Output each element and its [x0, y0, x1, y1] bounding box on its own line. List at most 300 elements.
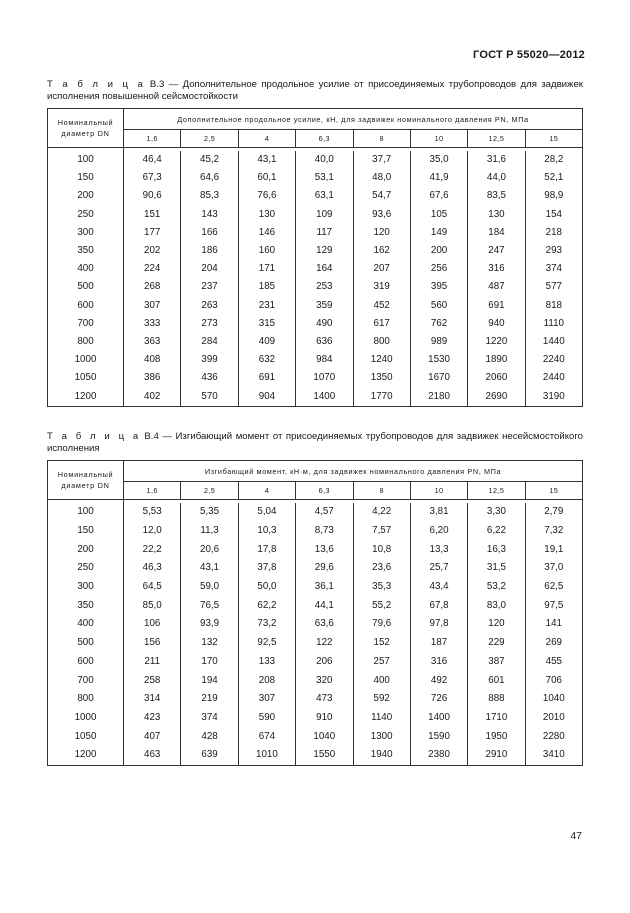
value-cell: 29,6	[296, 559, 353, 578]
value-cell: 463	[124, 746, 181, 765]
table-row	[48, 169, 583, 187]
value-cell: 490	[296, 315, 353, 333]
value-cell: 386	[124, 369, 181, 387]
value-cell: 23,6	[353, 559, 410, 578]
value-cell: 2060	[468, 369, 525, 387]
pressure-header-cell: 12,5	[468, 130, 525, 148]
dn-cell: 100	[48, 151, 124, 169]
value-cell: 218	[525, 224, 582, 242]
value-cell: 208	[238, 671, 295, 690]
table-row	[48, 206, 583, 224]
value-cell: 120	[468, 615, 525, 634]
dn-cell: 200	[48, 540, 124, 559]
value-cell: 256	[410, 260, 467, 278]
value-cell: 185	[238, 278, 295, 296]
value-cell: 106	[124, 615, 181, 634]
table-row	[48, 727, 583, 746]
moment-header: Изгибающий момент, кН·м, для задвижек номинального давления PN, МПа	[124, 461, 583, 482]
value-cell: 1040	[296, 727, 353, 746]
value-cell: 54,7	[353, 187, 410, 205]
value-cell: 268	[124, 278, 181, 296]
value-cell: 120	[353, 224, 410, 242]
value-cell: 1140	[353, 709, 410, 728]
table-row	[48, 242, 583, 260]
value-cell: 1010	[238, 746, 295, 765]
value-cell: 85,0	[124, 596, 181, 615]
value-cell: 910	[296, 709, 353, 728]
dn-column-header	[48, 461, 124, 500]
value-cell: 149	[410, 224, 467, 242]
table-row	[48, 615, 583, 634]
value-cell: 43,1	[238, 151, 295, 169]
pressure-header-cell: 4	[238, 482, 295, 500]
value-cell: 3,81	[410, 503, 467, 522]
value-cell: 59,0	[181, 578, 238, 597]
table-row	[48, 690, 583, 709]
value-cell: 1710	[468, 709, 525, 728]
value-cell: 590	[238, 709, 295, 728]
value-cell: 200	[410, 242, 467, 260]
value-cell: 160	[238, 242, 295, 260]
pressure-header-cell: 12,5	[468, 482, 525, 500]
dn-column-header	[48, 109, 124, 148]
value-cell: 691	[238, 369, 295, 387]
value-cell: 473	[296, 690, 353, 709]
dn-cell: 150	[48, 522, 124, 541]
value-cell: 452	[353, 297, 410, 315]
value-cell: 320	[296, 671, 353, 690]
table-row	[48, 634, 583, 653]
table-row	[48, 333, 583, 351]
value-cell: 6,20	[410, 522, 467, 541]
value-cell: 1040	[525, 690, 582, 709]
value-cell: 44,0	[468, 169, 525, 187]
dn-cell: 400	[48, 615, 124, 634]
value-cell: 237	[181, 278, 238, 296]
value-cell: 5,35	[181, 503, 238, 522]
value-cell: 989	[410, 333, 467, 351]
value-cell: 592	[353, 690, 410, 709]
table-row	[48, 224, 583, 242]
value-cell: 171	[238, 260, 295, 278]
value-cell: 374	[181, 709, 238, 728]
value-cell: 726	[410, 690, 467, 709]
dn-cell: 1050	[48, 369, 124, 387]
value-cell: 186	[181, 242, 238, 260]
value-cell: 37,7	[353, 151, 410, 169]
value-cell: 1590	[410, 727, 467, 746]
value-cell: 2440	[525, 369, 582, 387]
value-cell: 408	[124, 351, 181, 369]
value-cell: 1220	[468, 333, 525, 351]
table-row	[48, 578, 583, 597]
table-row	[48, 746, 583, 765]
value-cell: 28,2	[525, 151, 582, 169]
value-cell: 7,57	[353, 522, 410, 541]
value-cell: 7,32	[525, 522, 582, 541]
table1-caption	[47, 79, 583, 102]
table-row	[48, 522, 583, 541]
value-cell: 691	[468, 297, 525, 315]
table-row	[48, 297, 583, 315]
value-cell: 170	[181, 653, 238, 672]
dn-cell: 800	[48, 690, 124, 709]
value-cell: 11,3	[181, 522, 238, 541]
value-cell: 204	[181, 260, 238, 278]
value-cell: 35,3	[353, 578, 410, 597]
dn-header-line2: диаметр DN	[61, 129, 110, 138]
value-cell: 43,4	[410, 578, 467, 597]
value-cell: 560	[410, 297, 467, 315]
value-cell: 50,0	[238, 578, 295, 597]
value-cell: 1400	[296, 387, 353, 406]
value-cell: 2240	[525, 351, 582, 369]
value-cell: 818	[525, 297, 582, 315]
value-cell: 2690	[468, 387, 525, 406]
dn-cell: 400	[48, 260, 124, 278]
value-cell: 93,9	[181, 615, 238, 634]
value-cell: 316	[410, 653, 467, 672]
value-cell: 3410	[525, 746, 582, 765]
value-cell: 2910	[468, 746, 525, 765]
value-cell: 10,3	[238, 522, 295, 541]
value-cell: 19,1	[525, 540, 582, 559]
value-cell: 16,3	[468, 540, 525, 559]
value-cell: 154	[525, 206, 582, 224]
value-cell: 177	[124, 224, 181, 242]
dn-cell: 600	[48, 653, 124, 672]
value-cell: 41,9	[410, 169, 467, 187]
dn-cell: 250	[48, 206, 124, 224]
value-cell: 407	[124, 727, 181, 746]
value-cell: 1770	[353, 387, 410, 406]
value-cell: 333	[124, 315, 181, 333]
value-cell: 1950	[468, 727, 525, 746]
value-cell: 25,7	[410, 559, 467, 578]
table2	[47, 460, 583, 766]
value-cell: 269	[525, 634, 582, 653]
value-cell: 202	[124, 242, 181, 260]
dn-header-line1: Номинальный	[57, 118, 114, 127]
value-cell: 2,79	[525, 503, 582, 522]
document-code: ГОСТ Р 55020—2012	[473, 49, 585, 61]
value-cell: 247	[468, 242, 525, 260]
value-cell: 187	[410, 634, 467, 653]
value-cell: 314	[124, 690, 181, 709]
value-cell: 31,6	[468, 151, 525, 169]
table-row	[48, 671, 583, 690]
table1-caption-label: Т а б л и ц а	[47, 79, 146, 90]
value-cell: 423	[124, 709, 181, 728]
pressure-header-row	[48, 130, 583, 148]
value-cell: 674	[238, 727, 295, 746]
dn-cell: 700	[48, 671, 124, 690]
value-cell: 132	[181, 634, 238, 653]
dn-cell: 800	[48, 333, 124, 351]
value-cell: 263	[181, 297, 238, 315]
value-cell: 97,8	[410, 615, 467, 634]
value-cell: 156	[124, 634, 181, 653]
value-cell: 133	[238, 653, 295, 672]
table-row	[48, 260, 583, 278]
value-cell: 76,5	[181, 596, 238, 615]
pressure-header-cell: 10	[410, 130, 467, 148]
table-row	[48, 503, 583, 522]
value-cell: 4,22	[353, 503, 410, 522]
value-cell: 1940	[353, 746, 410, 765]
value-cell: 92,5	[238, 634, 295, 653]
value-cell: 20,6	[181, 540, 238, 559]
dn-cell: 200	[48, 187, 124, 205]
value-cell: 1530	[410, 351, 467, 369]
table-row	[48, 278, 583, 296]
value-cell: 43,1	[181, 559, 238, 578]
value-cell: 117	[296, 224, 353, 242]
value-cell: 211	[124, 653, 181, 672]
value-cell: 904	[238, 387, 295, 406]
pressure-header-row	[48, 482, 583, 500]
table-row	[48, 653, 583, 672]
value-cell: 166	[181, 224, 238, 242]
value-cell: 109	[296, 206, 353, 224]
value-cell: 400	[353, 671, 410, 690]
value-cell: 37,0	[525, 559, 582, 578]
dn-cell: 350	[48, 596, 124, 615]
value-cell: 2180	[410, 387, 467, 406]
table2-caption-text: В.4 — Изгибающий момент от присоединяемых трубопроводов для задвижек несейсмостойкого исполнения	[47, 431, 583, 454]
value-cell: 224	[124, 260, 181, 278]
value-cell: 63,6	[296, 615, 353, 634]
dn-header-line2: диаметр DN	[61, 481, 110, 490]
page-number: 47	[570, 830, 582, 842]
dn-cell: 600	[48, 297, 124, 315]
table2-caption	[47, 431, 583, 454]
value-cell: 258	[124, 671, 181, 690]
value-cell: 55,2	[353, 596, 410, 615]
value-cell: 162	[353, 242, 410, 260]
value-cell: 492	[410, 671, 467, 690]
dn-cell: 250	[48, 559, 124, 578]
dn-cell: 1050	[48, 727, 124, 746]
value-cell: 639	[181, 746, 238, 765]
value-cell: 363	[124, 333, 181, 351]
value-cell: 984	[296, 351, 353, 369]
dn-cell: 1200	[48, 746, 124, 765]
value-cell: 5,04	[238, 503, 295, 522]
value-cell: 13,3	[410, 540, 467, 559]
value-cell: 53,2	[468, 578, 525, 597]
value-cell: 284	[181, 333, 238, 351]
value-cell: 1300	[353, 727, 410, 746]
value-cell: 3190	[525, 387, 582, 406]
value-cell: 79,6	[353, 615, 410, 634]
table2-caption-label: Т а б л и ц а	[47, 431, 141, 442]
value-cell: 143	[181, 206, 238, 224]
table-row	[48, 596, 583, 615]
pressure-header-cell: 10	[410, 482, 467, 500]
value-cell: 1440	[525, 333, 582, 351]
value-cell: 762	[410, 315, 467, 333]
pressure-header-cell: 8	[353, 130, 410, 148]
value-cell: 1070	[296, 369, 353, 387]
value-cell: 97,5	[525, 596, 582, 615]
value-cell: 85,3	[181, 187, 238, 205]
value-cell: 316	[468, 260, 525, 278]
pressure-header-cell: 4	[238, 130, 295, 148]
value-cell: 46,4	[124, 151, 181, 169]
pressure-header-cell: 6,3	[296, 130, 353, 148]
value-cell: 44,1	[296, 596, 353, 615]
value-cell: 307	[124, 297, 181, 315]
pressure-header-cell: 1,6	[124, 130, 181, 148]
dn-cell: 300	[48, 224, 124, 242]
table-row	[48, 315, 583, 333]
value-cell: 1350	[353, 369, 410, 387]
value-cell: 98,9	[525, 187, 582, 205]
value-cell: 307	[238, 690, 295, 709]
value-cell: 22,2	[124, 540, 181, 559]
table-row	[48, 559, 583, 578]
value-cell: 1110	[525, 315, 582, 333]
value-cell: 8,73	[296, 522, 353, 541]
value-cell: 64,6	[181, 169, 238, 187]
value-cell: 395	[410, 278, 467, 296]
dn-cell: 1000	[48, 351, 124, 369]
value-cell: 206	[296, 653, 353, 672]
value-cell: 62,5	[525, 578, 582, 597]
value-cell: 487	[468, 278, 525, 296]
value-cell: 6,22	[468, 522, 525, 541]
table-row	[48, 540, 583, 559]
value-cell: 1550	[296, 746, 353, 765]
value-cell: 194	[181, 671, 238, 690]
value-cell: 706	[525, 671, 582, 690]
value-cell: 37,8	[238, 559, 295, 578]
value-cell: 402	[124, 387, 181, 406]
dn-cell: 500	[48, 278, 124, 296]
pressure-header-cell: 2,5	[181, 130, 238, 148]
value-cell: 1400	[410, 709, 467, 728]
dn-header-line1: Номинальный	[57, 470, 114, 479]
pressure-header-cell: 2,5	[181, 482, 238, 500]
value-cell: 63,1	[296, 187, 353, 205]
dn-cell: 100	[48, 503, 124, 522]
value-cell: 229	[468, 634, 525, 653]
value-cell: 315	[238, 315, 295, 333]
value-cell: 73,2	[238, 615, 295, 634]
value-cell: 888	[468, 690, 525, 709]
table-row	[48, 151, 583, 169]
value-cell: 570	[181, 387, 238, 406]
value-cell: 60,1	[238, 169, 295, 187]
value-cell: 130	[238, 206, 295, 224]
dn-cell: 150	[48, 169, 124, 187]
value-cell: 46,3	[124, 559, 181, 578]
value-cell: 409	[238, 333, 295, 351]
table-row	[48, 369, 583, 387]
value-cell: 130	[468, 206, 525, 224]
value-cell: 90,6	[124, 187, 181, 205]
value-cell: 219	[181, 690, 238, 709]
value-cell: 293	[525, 242, 582, 260]
pressure-header-cell: 8	[353, 482, 410, 500]
value-cell: 4,57	[296, 503, 353, 522]
value-cell: 105	[410, 206, 467, 224]
value-cell: 1670	[410, 369, 467, 387]
value-cell: 617	[353, 315, 410, 333]
value-cell: 800	[353, 333, 410, 351]
table2-body	[48, 503, 583, 765]
value-cell: 636	[296, 333, 353, 351]
value-cell: 207	[353, 260, 410, 278]
dn-cell: 1200	[48, 387, 124, 406]
value-cell: 319	[353, 278, 410, 296]
value-cell: 2280	[525, 727, 582, 746]
value-cell: 601	[468, 671, 525, 690]
value-cell: 129	[296, 242, 353, 260]
value-cell: 45,2	[181, 151, 238, 169]
value-cell: 1890	[468, 351, 525, 369]
value-cell: 67,3	[124, 169, 181, 187]
pressure-header-cell: 15	[525, 130, 582, 148]
value-cell: 5,53	[124, 503, 181, 522]
value-cell: 253	[296, 278, 353, 296]
dn-cell: 300	[48, 578, 124, 597]
value-cell: 164	[296, 260, 353, 278]
value-cell: 40,0	[296, 151, 353, 169]
value-cell: 399	[181, 351, 238, 369]
value-cell: 17,8	[238, 540, 295, 559]
value-cell: 48,0	[353, 169, 410, 187]
value-cell: 83,0	[468, 596, 525, 615]
value-cell: 1240	[353, 351, 410, 369]
value-cell: 53,1	[296, 169, 353, 187]
value-cell: 3,30	[468, 503, 525, 522]
value-cell: 13,6	[296, 540, 353, 559]
value-cell: 67,6	[410, 187, 467, 205]
pressure-header-cell: 15	[525, 482, 582, 500]
value-cell: 231	[238, 297, 295, 315]
value-cell: 36,1	[296, 578, 353, 597]
value-cell: 93,6	[353, 206, 410, 224]
table-row	[48, 387, 583, 406]
value-cell: 64,5	[124, 578, 181, 597]
dn-cell: 700	[48, 315, 124, 333]
value-cell: 2380	[410, 746, 467, 765]
value-cell: 184	[468, 224, 525, 242]
value-cell: 67,8	[410, 596, 467, 615]
value-cell: 2010	[525, 709, 582, 728]
table1-caption-text: В.3 — Дополнительное продольное усилие от присоединяемых трубопроводов для задвижек исполнения повышенной сейсмостойкости	[47, 79, 583, 102]
value-cell: 436	[181, 369, 238, 387]
value-cell: 141	[525, 615, 582, 634]
value-cell: 577	[525, 278, 582, 296]
value-cell: 146	[238, 224, 295, 242]
value-cell: 257	[353, 653, 410, 672]
value-cell: 152	[353, 634, 410, 653]
value-cell: 122	[296, 634, 353, 653]
pressure-header-cell: 6,3	[296, 482, 353, 500]
value-cell: 83,5	[468, 187, 525, 205]
pressure-header-cell: 1,6	[124, 482, 181, 500]
table1	[47, 108, 583, 407]
value-cell: 62,2	[238, 596, 295, 615]
force-header: Дополнительное продольное усилие, кН, для задвижек номинального давления PN, МПа	[124, 109, 583, 130]
table-row	[48, 351, 583, 369]
dn-cell: 350	[48, 242, 124, 260]
value-cell: 940	[468, 315, 525, 333]
table-row	[48, 709, 583, 728]
